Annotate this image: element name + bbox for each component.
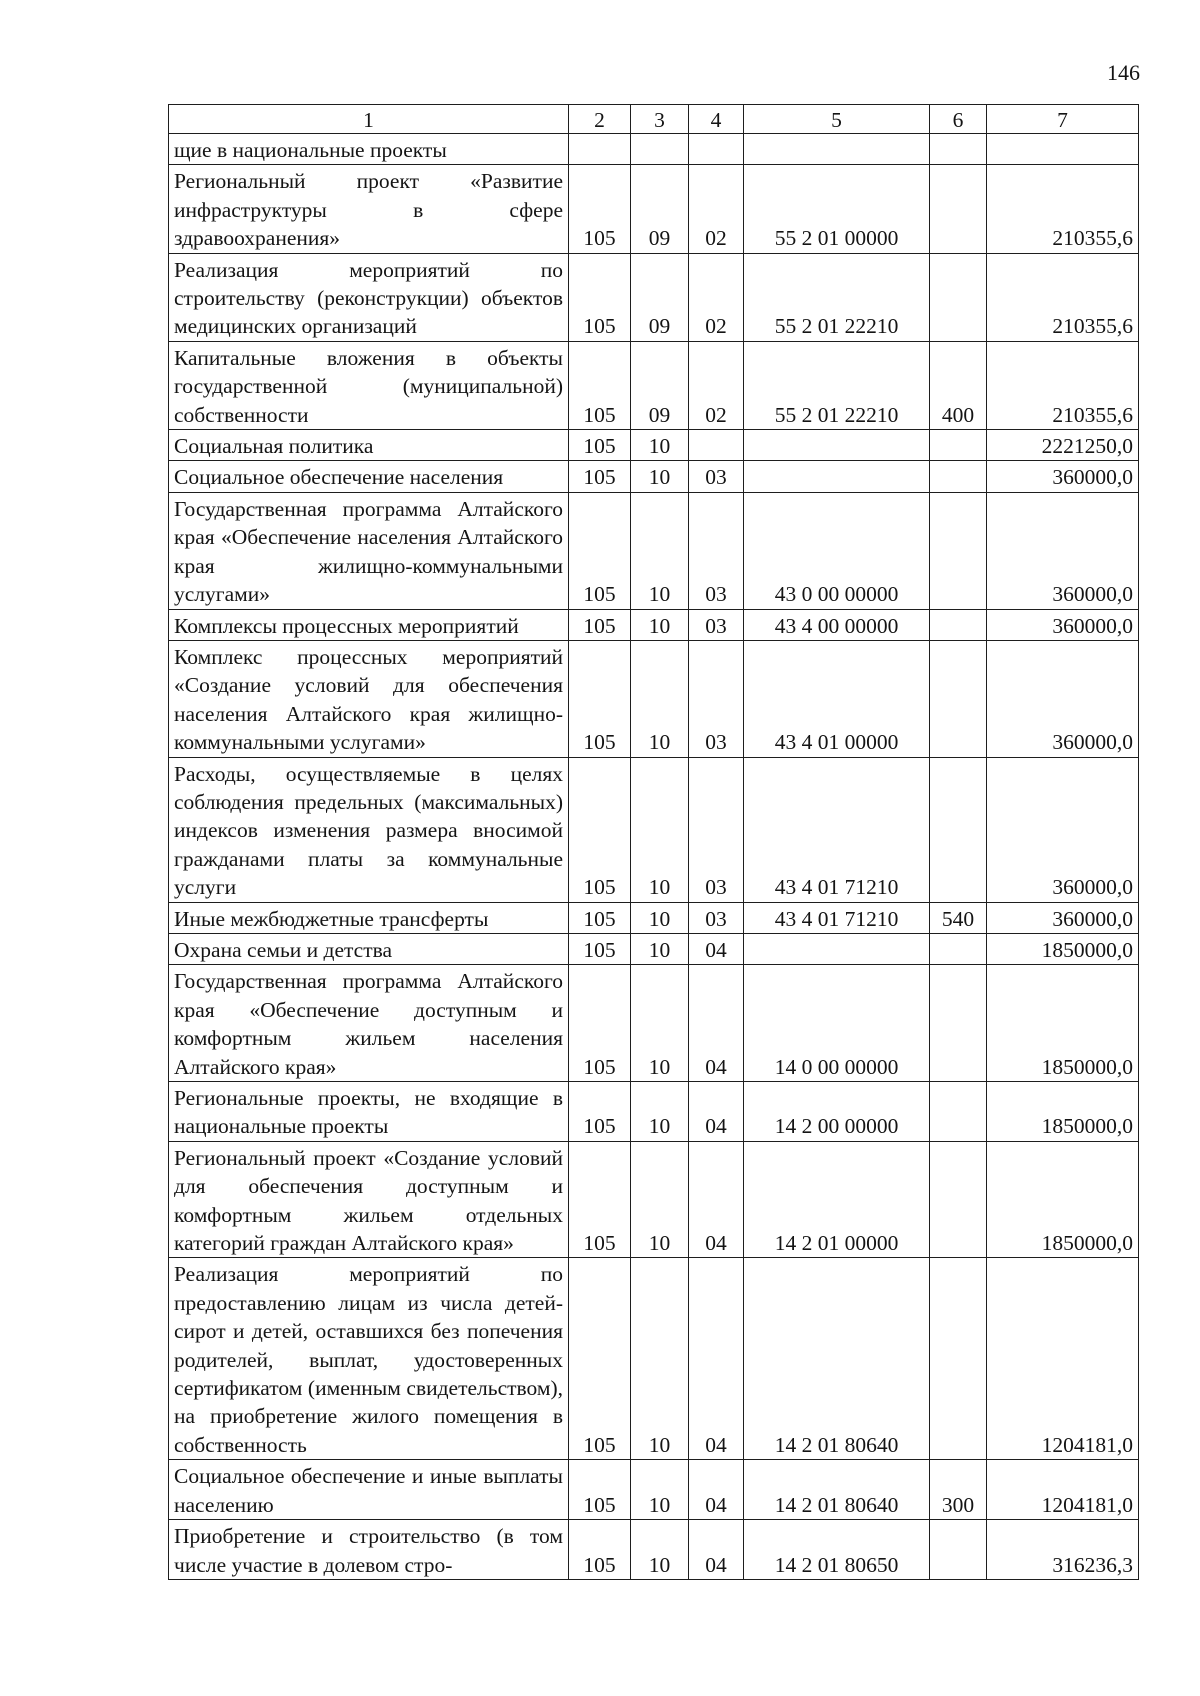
row-subsection-cell: 04 bbox=[689, 933, 744, 964]
row-target-article-cell bbox=[744, 933, 930, 964]
header-row bbox=[169, 105, 1139, 134]
row-section-cell: 10 bbox=[631, 1520, 689, 1580]
row-section-cell: 10 bbox=[631, 965, 689, 1082]
row-target-article-cell bbox=[744, 461, 930, 492]
table-row bbox=[169, 965, 1139, 1082]
header-cell: 1 bbox=[169, 105, 569, 134]
row-expense-type-cell: 300 bbox=[930, 1460, 987, 1520]
row-code-cell: 105 bbox=[569, 1258, 631, 1460]
row-amount-cell: 210355,6 bbox=[987, 341, 1139, 429]
row-amount-cell: 1850000,0 bbox=[987, 1141, 1139, 1258]
row-amount-cell: 1850000,0 bbox=[987, 965, 1139, 1082]
row-amount-cell: 360000,0 bbox=[987, 757, 1139, 902]
row-target-article-cell: 14 2 01 80650 bbox=[744, 1520, 930, 1580]
table-row bbox=[169, 134, 1139, 165]
row-name-cell: Социальное обеспечение населения bbox=[169, 461, 569, 492]
row-code-cell: 105 bbox=[569, 1141, 631, 1258]
row-amount-cell: 360000,0 bbox=[987, 902, 1139, 933]
table-row bbox=[169, 1520, 1139, 1580]
row-expense-type-cell bbox=[930, 492, 987, 609]
row-name-cell: щие в национальные проекты bbox=[169, 134, 569, 165]
row-amount-cell: 1850000,0 bbox=[987, 1082, 1139, 1142]
row-subsection-cell: 04 bbox=[689, 1258, 744, 1460]
row-section-cell: 10 bbox=[631, 1258, 689, 1460]
row-name-cell: Приобретение и строительство (в том числе участие в долевом стро- bbox=[169, 1520, 569, 1580]
row-expense-type-cell bbox=[930, 134, 987, 165]
row-target-article-cell: 14 0 00 00000 bbox=[744, 965, 930, 1082]
row-expense-type-cell: 400 bbox=[930, 341, 987, 429]
row-code-cell: 105 bbox=[569, 461, 631, 492]
row-name-cell: Государственная программа Алтайского края «Обеспечение населения Алтайского края жилищно-коммунальными услугами» bbox=[169, 492, 569, 609]
row-expense-type-cell bbox=[930, 1520, 987, 1580]
table-row bbox=[169, 165, 1139, 253]
table-body bbox=[169, 134, 1139, 1580]
row-section-cell: 10 bbox=[631, 1460, 689, 1520]
row-expense-type-cell bbox=[930, 609, 987, 640]
row-target-article-cell: 43 4 01 71210 bbox=[744, 757, 930, 902]
page-number: 146 bbox=[1107, 60, 1140, 85]
row-amount-cell: 316236,3 bbox=[987, 1520, 1139, 1580]
row-amount-cell bbox=[987, 134, 1139, 165]
table-row bbox=[169, 430, 1139, 461]
row-subsection-cell bbox=[689, 134, 744, 165]
row-name-cell: Иные межбюджетные трансферты bbox=[169, 902, 569, 933]
row-subsection-cell: 04 bbox=[689, 1082, 744, 1142]
row-code-cell: 105 bbox=[569, 609, 631, 640]
row-name-cell: Комплекс процессных мероприятий «Создание условий для обеспечения населения Алтайского края жилищно-коммунальными услугами» bbox=[169, 640, 569, 757]
table-row bbox=[169, 640, 1139, 757]
row-section-cell: 09 bbox=[631, 165, 689, 253]
header-cell: 4 bbox=[689, 105, 744, 134]
row-subsection-cell: 04 bbox=[689, 965, 744, 1082]
table-row bbox=[169, 757, 1139, 902]
row-amount-cell: 360000,0 bbox=[987, 461, 1139, 492]
row-code-cell: 105 bbox=[569, 902, 631, 933]
row-section-cell: 09 bbox=[631, 341, 689, 429]
row-amount-cell: 2221250,0 bbox=[987, 430, 1139, 461]
row-subsection-cell: 03 bbox=[689, 609, 744, 640]
row-code-cell: 105 bbox=[569, 430, 631, 461]
row-target-article-cell: 43 4 01 00000 bbox=[744, 640, 930, 757]
row-subsection-cell: 03 bbox=[689, 492, 744, 609]
row-section-cell: 10 bbox=[631, 461, 689, 492]
row-target-article-cell: 43 4 00 00000 bbox=[744, 609, 930, 640]
row-target-article-cell: 55 2 01 22210 bbox=[744, 341, 930, 429]
row-amount-cell: 360000,0 bbox=[987, 492, 1139, 609]
table-row bbox=[169, 1258, 1139, 1460]
table-row bbox=[169, 492, 1139, 609]
row-section-cell: 10 bbox=[631, 757, 689, 902]
row-expense-type-cell bbox=[930, 253, 987, 341]
row-target-article-cell: 14 2 01 80640 bbox=[744, 1460, 930, 1520]
row-code-cell: 105 bbox=[569, 492, 631, 609]
row-section-cell: 10 bbox=[631, 430, 689, 461]
row-amount-cell: 360000,0 bbox=[987, 640, 1139, 757]
row-amount-cell: 1850000,0 bbox=[987, 933, 1139, 964]
row-name-cell: Капитальные вложения в объекты государственной (муниципальной) собственности bbox=[169, 341, 569, 429]
table-row bbox=[169, 1141, 1139, 1258]
row-name-cell: Реализация мероприятий по предоставлению лицам из числа детей-сирот и детей, оставшихся без попечения родителей, выплат, удостоверенных сертификатом (именным свидетельством), на приобретение жилого помещения в собственность bbox=[169, 1258, 569, 1460]
row-code-cell: 105 bbox=[569, 165, 631, 253]
table-row bbox=[169, 902, 1139, 933]
row-code-cell: 105 bbox=[569, 757, 631, 902]
row-subsection-cell: 03 bbox=[689, 757, 744, 902]
row-expense-type-cell bbox=[930, 640, 987, 757]
row-section-cell: 10 bbox=[631, 640, 689, 757]
row-amount-cell: 1204181,0 bbox=[987, 1460, 1139, 1520]
header-cell: 3 bbox=[631, 105, 689, 134]
row-name-cell: Государственная программа Алтайского края «Обеспечение доступным и комфортным жильем населения Алтайского края» bbox=[169, 965, 569, 1082]
row-code-cell: 105 bbox=[569, 1082, 631, 1142]
row-target-article-cell: 55 2 01 22210 bbox=[744, 253, 930, 341]
row-code-cell: 105 bbox=[569, 965, 631, 1082]
row-name-cell: Реализация мероприятий по строительству (реконструкции) объектов медицинских организаций bbox=[169, 253, 569, 341]
row-subsection-cell: 02 bbox=[689, 253, 744, 341]
row-expense-type-cell bbox=[930, 1258, 987, 1460]
budget-table bbox=[168, 104, 1139, 1580]
row-name-cell: Региональный проект «Развитие инфраструктуры в сфере здравоохранения» bbox=[169, 165, 569, 253]
table-row bbox=[169, 461, 1139, 492]
row-subsection-cell: 04 bbox=[689, 1460, 744, 1520]
row-section-cell: 10 bbox=[631, 1141, 689, 1258]
row-code-cell: 105 bbox=[569, 933, 631, 964]
row-name-cell: Региональный проект «Создание условий для обеспечения доступным и комфортным жильем отдельных категорий граждан Алтайского края» bbox=[169, 1141, 569, 1258]
row-target-article-cell: 43 0 00 00000 bbox=[744, 492, 930, 609]
row-target-article-cell: 14 2 00 00000 bbox=[744, 1082, 930, 1142]
row-subsection-cell: 04 bbox=[689, 1520, 744, 1580]
row-amount-cell: 1204181,0 bbox=[987, 1258, 1139, 1460]
row-target-article-cell bbox=[744, 430, 930, 461]
row-subsection-cell: 03 bbox=[689, 902, 744, 933]
row-expense-type-cell bbox=[930, 933, 987, 964]
row-code-cell: 105 bbox=[569, 640, 631, 757]
row-target-article-cell: 55 2 01 00000 bbox=[744, 165, 930, 253]
row-section-cell: 10 bbox=[631, 933, 689, 964]
row-expense-type-cell bbox=[930, 461, 987, 492]
row-expense-type-cell: 540 bbox=[930, 902, 987, 933]
row-name-cell: Комплексы процессных мероприятий bbox=[169, 609, 569, 640]
row-target-article-cell: 14 2 01 80640 bbox=[744, 1258, 930, 1460]
table-row bbox=[169, 1082, 1139, 1142]
row-target-article-cell: 14 2 01 00000 bbox=[744, 1141, 930, 1258]
row-subsection-cell: 02 bbox=[689, 165, 744, 253]
row-subsection-cell: 03 bbox=[689, 461, 744, 492]
table-row bbox=[169, 253, 1139, 341]
row-target-article-cell: 43 4 01 71210 bbox=[744, 902, 930, 933]
row-expense-type-cell bbox=[930, 1082, 987, 1142]
row-expense-type-cell bbox=[930, 757, 987, 902]
row-name-cell: Расходы, осуществляемые в целях соблюдения предельных (максимальных) индексов изменения размера вносимой гражданами платы за коммунальные услуги bbox=[169, 757, 569, 902]
row-amount-cell: 210355,6 bbox=[987, 253, 1139, 341]
row-code-cell bbox=[569, 134, 631, 165]
row-amount-cell: 360000,0 bbox=[987, 609, 1139, 640]
row-name-cell: Социальная политика bbox=[169, 430, 569, 461]
row-expense-type-cell bbox=[930, 965, 987, 1082]
row-subsection-cell bbox=[689, 430, 744, 461]
row-section-cell: 09 bbox=[631, 253, 689, 341]
row-section-cell bbox=[631, 134, 689, 165]
row-section-cell: 10 bbox=[631, 902, 689, 933]
header-cell: 2 bbox=[569, 105, 631, 134]
row-section-cell: 10 bbox=[631, 1082, 689, 1142]
row-code-cell: 105 bbox=[569, 253, 631, 341]
row-subsection-cell: 03 bbox=[689, 640, 744, 757]
header-cell: 6 bbox=[930, 105, 987, 134]
row-name-cell: Региональные проекты, не входящие в национальные проекты bbox=[169, 1082, 569, 1142]
row-expense-type-cell bbox=[930, 165, 987, 253]
row-expense-type-cell bbox=[930, 430, 987, 461]
row-name-cell: Социальное обеспечение и иные выплаты населению bbox=[169, 1460, 569, 1520]
row-name-cell: Охрана семьи и детства bbox=[169, 933, 569, 964]
table-row bbox=[169, 1460, 1139, 1520]
row-section-cell: 10 bbox=[631, 492, 689, 609]
table-row bbox=[169, 933, 1139, 964]
row-expense-type-cell bbox=[930, 1141, 987, 1258]
row-code-cell: 105 bbox=[569, 1460, 631, 1520]
row-code-cell: 105 bbox=[569, 341, 631, 429]
table-row bbox=[169, 609, 1139, 640]
row-code-cell: 105 bbox=[569, 1520, 631, 1580]
row-section-cell: 10 bbox=[631, 609, 689, 640]
header-cell: 7 bbox=[987, 105, 1139, 134]
header-cell: 5 bbox=[744, 105, 930, 134]
row-target-article-cell bbox=[744, 134, 930, 165]
row-amount-cell: 210355,6 bbox=[987, 165, 1139, 253]
row-subsection-cell: 04 bbox=[689, 1141, 744, 1258]
row-subsection-cell: 02 bbox=[689, 341, 744, 429]
table-row bbox=[169, 341, 1139, 429]
